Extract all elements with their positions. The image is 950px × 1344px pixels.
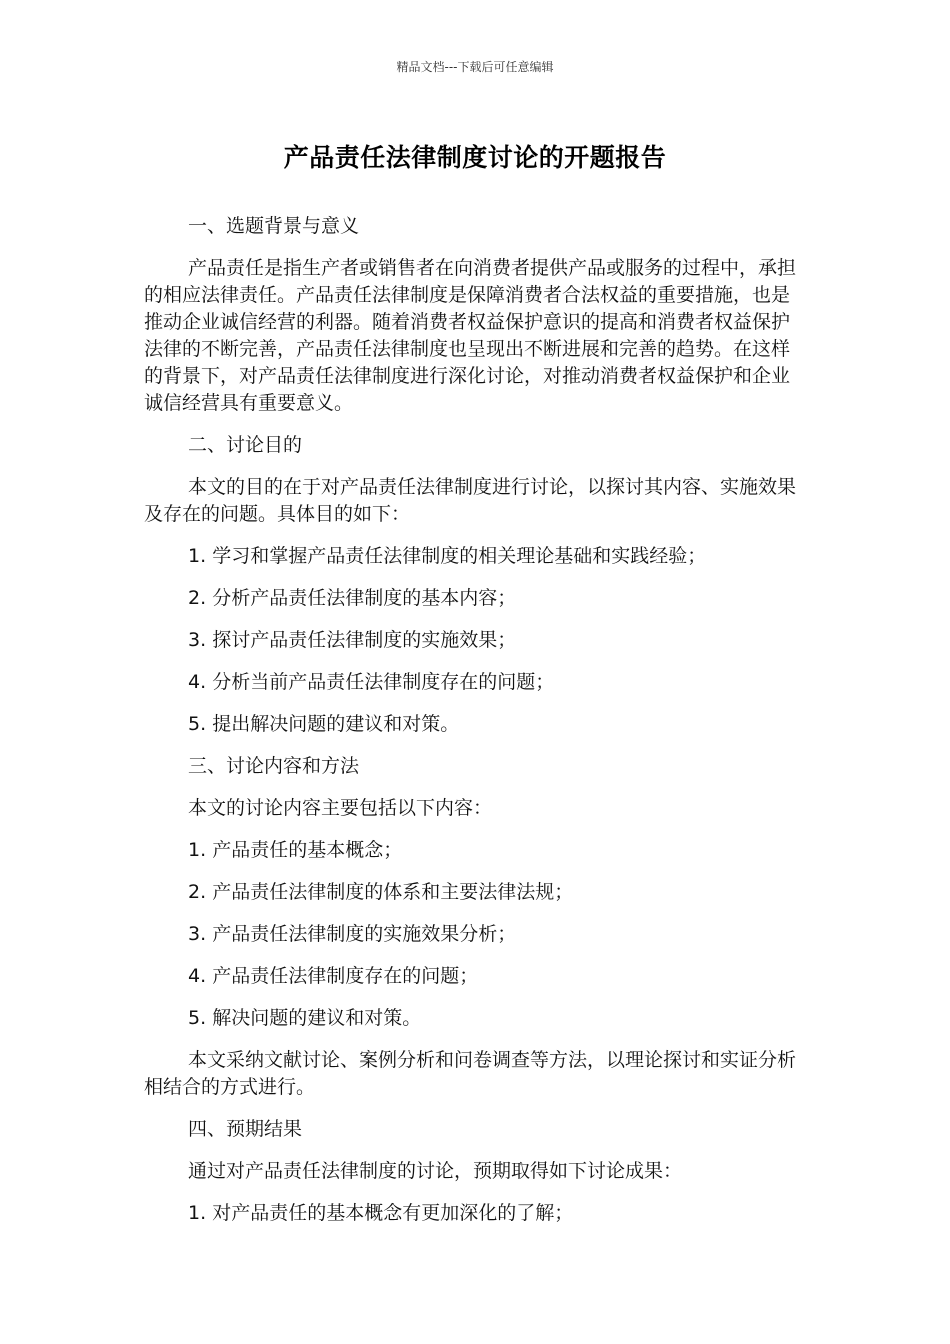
list-item-text: 提出解决问题的建议和对策。	[212, 713, 460, 735]
background-paragraph: 产品责任是指生产者或销售者在向消费者提供产品或服务的过程中，承担的相应法律责任。产品责任法律制度是保障消费者合法权益的重要措施，也是推动企业诚信经营的利器。随着消费者权益保护意识的提高和消费者权益保护法律的不断完善，产品责任法律制度也呈现出不断进展和完善的趋势。在这样的背景下，对产品责任法律制度进行深化讨论，对推动消费者权益保护和企业诚信经营具有重要意义。	[144, 257, 797, 414]
purpose-paragraph: 本文的目的在于对产品责任法律制度进行讨论，以探讨其内容、实施效果及存在的问题。具体目的如下：	[144, 476, 797, 525]
list-item	[144, 585, 804, 612]
method-paragraph: 本文采纳文献讨论、案例分析和问卷调查等方法，以理论探讨和实证分析相结合的方式进行。	[144, 1049, 797, 1098]
list-item-number: 4.	[188, 671, 207, 693]
document-title: 产品责任法律制度讨论的开题报告	[283, 143, 667, 172]
list-item-text: 产品责任法律制度的实施效果分析；	[212, 923, 517, 945]
results-intro: 通过对产品责任法律制度的讨论，预期取得如下讨论成果：	[188, 1160, 683, 1182]
list-item-text: 对产品责任的基本概念有更加深化的了解；	[212, 1202, 574, 1224]
section-heading-expected-results: 四、预期结果	[188, 1118, 303, 1140]
list-item	[144, 963, 804, 990]
list-item	[144, 1200, 804, 1227]
list-item-number: 2.	[188, 587, 207, 609]
list-item	[144, 837, 804, 864]
list-item-number: 5.	[188, 1007, 207, 1029]
list-item	[144, 627, 804, 654]
list-item-text: 探讨产品责任法律制度的实施效果；	[212, 629, 517, 651]
list-item	[144, 543, 804, 570]
list-item-text: 产品责任法律制度的体系和主要法律法规；	[212, 881, 574, 903]
content-intro: 本文的讨论内容主要包括以下内容：	[188, 797, 493, 819]
list-item	[144, 921, 804, 948]
list-item-number: 5.	[188, 713, 207, 735]
list-item-number: 1.	[188, 839, 207, 861]
list-item-text: 产品责任法律制度存在的问题；	[212, 965, 479, 987]
section-heading-purpose: 二、讨论目的	[188, 434, 303, 456]
section-heading-background: 一、选题背景与意义	[188, 215, 360, 237]
list-item-text: 分析当前产品责任法律制度存在的问题；	[212, 671, 555, 693]
list-item-text: 解决问题的建议和对策。	[212, 1007, 422, 1029]
list-item	[144, 669, 804, 696]
list-item	[144, 879, 804, 906]
list-item-number: 3.	[188, 923, 207, 945]
list-item-text: 分析产品责任法律制度的基本内容；	[212, 587, 517, 609]
list-item-number: 4.	[188, 965, 207, 987]
list-item	[144, 1005, 804, 1032]
list-item-text: 产品责任的基本概念；	[212, 839, 403, 861]
section-heading-content-method: 三、讨论内容和方法	[188, 755, 360, 777]
list-item-number: 2.	[188, 881, 207, 903]
document-body	[144, 213, 804, 1242]
list-item-text: 学习和掌握产品责任法律制度的相关理论基础和实践经验；	[212, 545, 707, 567]
list-item-number: 1.	[188, 545, 207, 567]
header-note: 精品文档---下载后可任意编辑	[396, 60, 554, 74]
list-item	[144, 711, 804, 738]
list-item-number: 1.	[188, 1202, 207, 1224]
list-item-number: 3.	[188, 629, 207, 651]
